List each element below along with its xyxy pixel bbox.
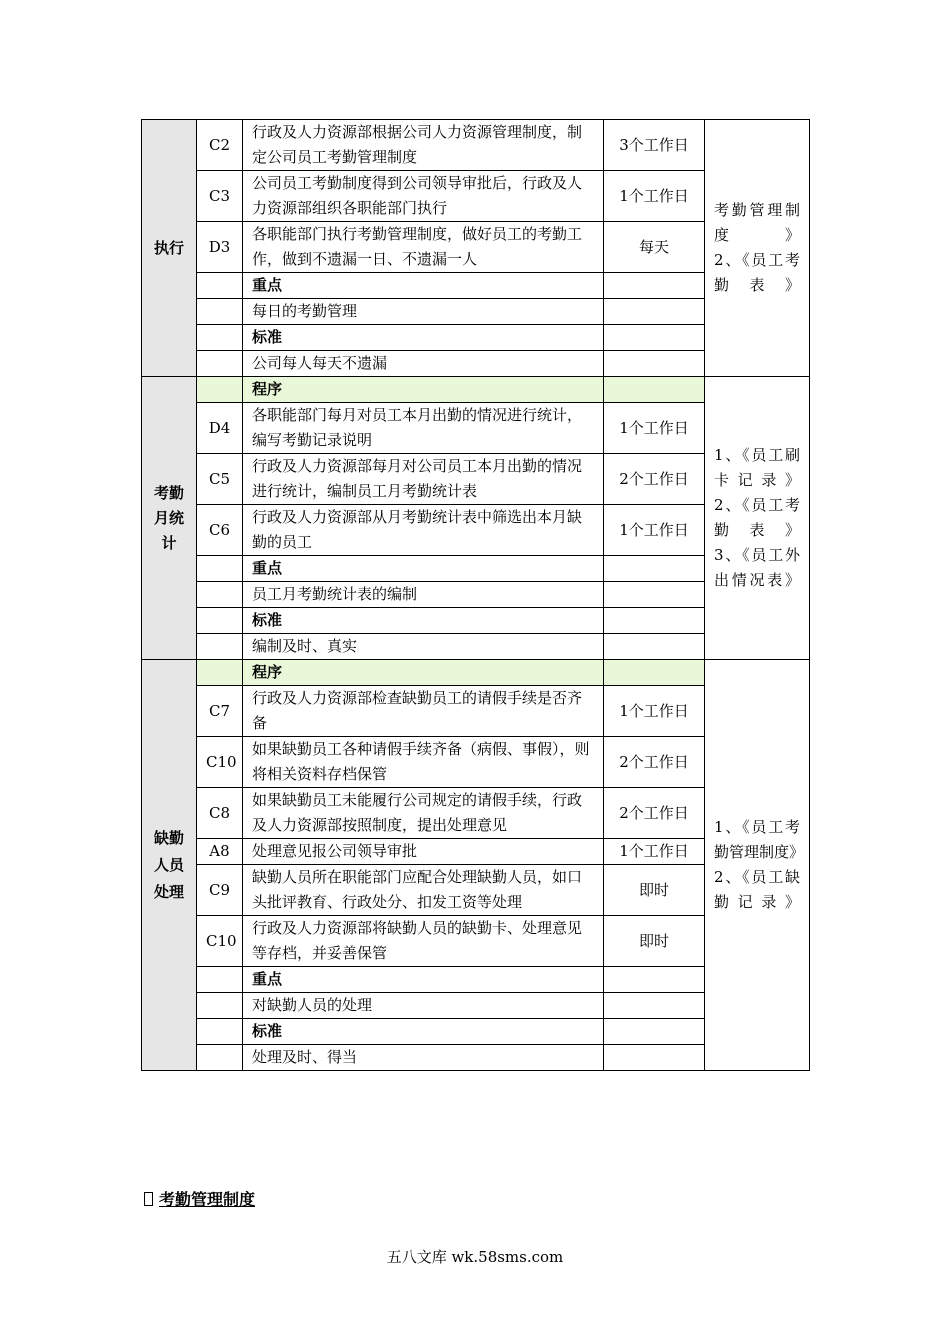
doc-line: 考勤管理制度》 (714, 201, 800, 244)
section-heading-text: 考勤管理制度 (159, 1190, 256, 1209)
empty-cell (604, 993, 705, 1019)
step-code: C3 (197, 171, 243, 222)
standard-text: 公司每人每天不遗漏 (243, 351, 604, 377)
process-table (141, 119, 810, 1071)
step-duration: 即时 (604, 916, 705, 967)
step-duration: 1个工作日 (604, 686, 705, 737)
step-duration: 3个工作日 (604, 120, 705, 171)
doc-line: 2、《员工缺勤记录》 (714, 868, 800, 911)
standard-label: 标准 (243, 1019, 604, 1045)
empty-cell (604, 967, 705, 993)
key-point-label: 重点 (243, 967, 604, 993)
key-point-text: 员工月考勤统计表的编制 (243, 582, 604, 608)
empty-cell (197, 299, 243, 325)
empty-cell (604, 660, 705, 686)
step-code: C7 (197, 686, 243, 737)
key-point-text: 对缺勤人员的处理 (243, 993, 604, 1019)
step-code: C2 (197, 120, 243, 171)
step-code: C6 (197, 505, 243, 556)
empty-cell (197, 556, 243, 582)
step-duration: 每天 (604, 222, 705, 273)
empty-cell (604, 556, 705, 582)
step-description: 行政及人力资源部根据公司人力资源管理制度，制定公司员工考勤管理制度 (243, 120, 604, 171)
empty-cell (604, 1045, 705, 1071)
doc-line: 1、《员工考勤管理制度》 (714, 818, 805, 861)
empty-cell (197, 634, 243, 660)
step-duration: 1个工作日 (604, 505, 705, 556)
related-docs-cell (705, 377, 810, 660)
step-description: 公司员工考勤制度得到公司领导审批后，行政及人力资源部组织各职能部门执行 (243, 171, 604, 222)
step-code: C8 (197, 788, 243, 839)
step-description: 各职能部门每月对员工本月出勤的情况进行统计，编写考勤记录说明 (243, 403, 604, 454)
step-description: 各职能部门执行考勤管理制度，做好员工的考勤工作，做到不遗漏一日、不遗漏一人 (243, 222, 604, 273)
step-description: 行政及人力资源部检查缺勤员工的请假手续是否齐备 (243, 686, 604, 737)
standard-label: 标准 (243, 325, 604, 351)
doc-line: 1、《员工刷卡记录》 (714, 446, 800, 489)
empty-cell (604, 1019, 705, 1045)
step-duration: 即时 (604, 865, 705, 916)
empty-cell (197, 608, 243, 634)
bullet-box-icon (144, 1192, 153, 1206)
empty-cell (197, 351, 243, 377)
program-label: 程序 (243, 660, 604, 686)
empty-cell (604, 608, 705, 634)
step-duration: 2个工作日 (604, 737, 705, 788)
step-code: A8 (197, 839, 243, 865)
doc-line: 3、《员工外出情况表》 (714, 546, 800, 589)
key-point-label: 重点 (243, 273, 604, 299)
related-docs-cell (705, 120, 810, 377)
doc-line: 2、《员工考勤表》 (714, 496, 800, 539)
phase-cell-absence-handling (142, 660, 197, 1071)
standard-text: 编制及时、真实 (243, 634, 604, 660)
related-docs-cell (705, 660, 810, 1071)
empty-cell (197, 273, 243, 299)
step-duration: 1个工作日 (604, 403, 705, 454)
empty-cell (197, 660, 243, 686)
program-label: 程序 (243, 377, 604, 403)
empty-cell (604, 351, 705, 377)
step-description: 行政及人力资源部每月对公司员工本月出勤的情况进行统计，编制员工月考勤统计表 (243, 454, 604, 505)
step-code: C9 (197, 865, 243, 916)
empty-cell (604, 325, 705, 351)
step-description: 行政及人力资源部将缺勤人员的缺勤卡、处理意见等存档，并妥善保管 (243, 916, 604, 967)
empty-cell (604, 634, 705, 660)
step-description: 缺勤人员所在职能部门应配合处理缺勤人员，如口头批评教育、行政处分、扣发工资等处理 (243, 865, 604, 916)
step-code: C10 (197, 737, 243, 788)
empty-cell (197, 967, 243, 993)
step-duration: 1个工作日 (604, 171, 705, 222)
empty-cell (604, 377, 705, 403)
empty-cell (197, 1045, 243, 1071)
step-description: 行政及人力资源部从月考勤统计表中筛选出本月缺勤的员工 (243, 505, 604, 556)
empty-cell (197, 1019, 243, 1045)
step-description: 处理意见报公司领导审批 (243, 839, 604, 865)
key-point-label: 重点 (243, 556, 604, 582)
step-code: C5 (197, 454, 243, 505)
step-description: 如果缺勤员工各种请假手续齐备（病假、事假），则将相关资料存档保管 (243, 737, 604, 788)
phase-label: 缺勤人员处理 (153, 828, 184, 901)
empty-cell (604, 582, 705, 608)
step-code: C10 (197, 916, 243, 967)
empty-cell (197, 582, 243, 608)
doc-line: 2、《员工考勤表》 (714, 251, 800, 294)
empty-cell (197, 325, 243, 351)
key-point-text: 每日的考勤管理 (243, 299, 604, 325)
standard-label: 标准 (243, 608, 604, 634)
empty-cell (197, 993, 243, 1019)
watermark-text: 五八文库 wk.58sms.com (386, 1248, 564, 1266)
step-description: 如果缺勤员工未能履行公司规定的请假手续，行政及人力资源部按照制度，提出处理意见 (243, 788, 604, 839)
phase-cell-monthly-stats: 考勤月统计 (142, 377, 197, 660)
step-duration: 2个工作日 (604, 454, 705, 505)
step-code: D4 (197, 403, 243, 454)
step-code: D3 (197, 222, 243, 273)
step-duration: 2个工作日 (604, 788, 705, 839)
empty-cell (197, 377, 243, 403)
section-heading (144, 1187, 255, 1210)
standard-text: 处理及时、得当 (243, 1045, 604, 1071)
step-duration: 1个工作日 (604, 839, 705, 865)
phase-cell-execute: 执行 (142, 120, 197, 377)
empty-cell (604, 273, 705, 299)
empty-cell (604, 299, 705, 325)
